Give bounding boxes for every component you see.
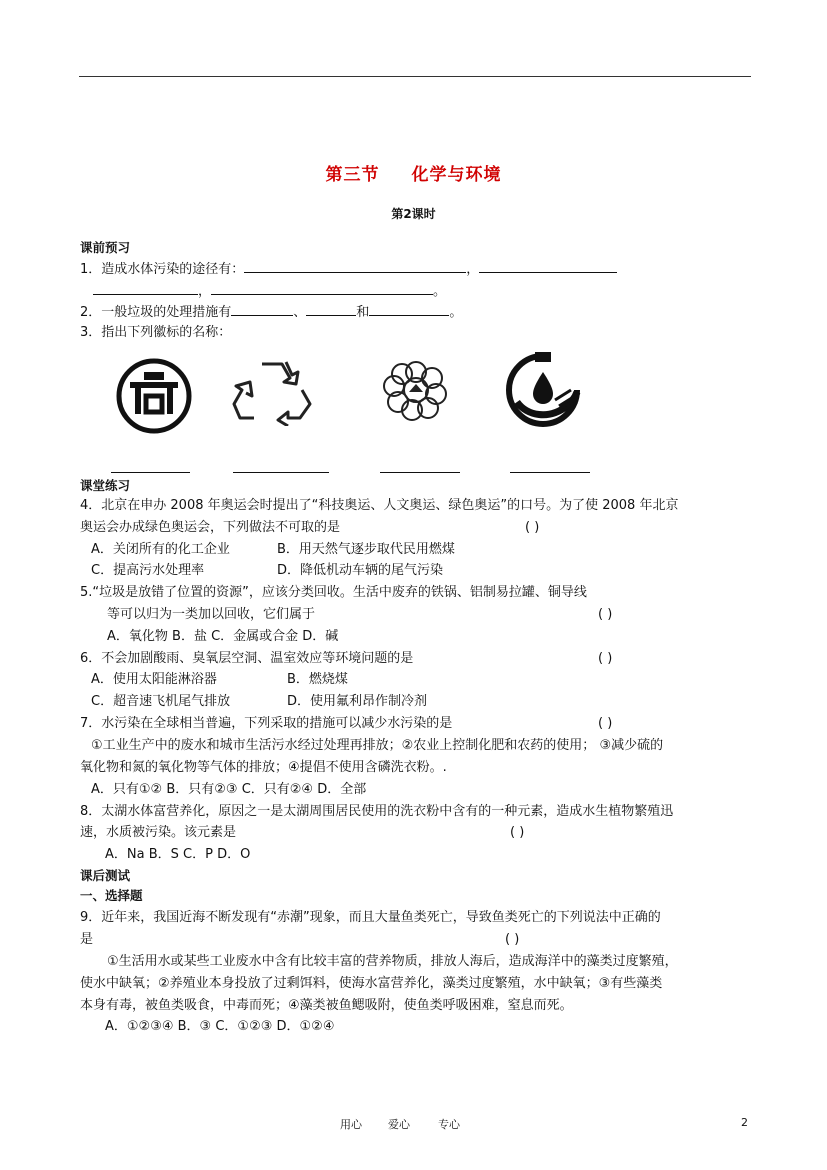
answer-paren[interactable]: ( ) [510,825,525,840]
question-1-line-1: 1．造成水体污染的途径有： ， [80,258,617,280]
option-c: C．超音速飞机尾气排放 [91,694,231,709]
question-3: 3．指出下列徽标的名称： [80,325,232,340]
question-9-line-2: 是 [80,932,94,947]
question-8-line-2: 速，水质被污染。该元素是 [80,825,237,840]
question-9-options: A．①②③④ B．③ C．①②③ D．①②④ [105,1019,335,1034]
question-7-line-3: 氧化物和氮的氧化物等气体的排放；④提倡不使用含磷洗衣粉。. [80,760,447,775]
question-9-line-5: 本身有毒，被鱼类吸食，中毒而死；④藻类被鱼鳃吸附，使鱼类呼吸困难，窒息而死。 [80,998,573,1013]
header-rule [79,76,751,77]
section-choice-heading: 一、选择题 [80,888,143,903]
question-2: 2．一般垃圾的处理措施有 、 和 。 [80,301,462,323]
question-8-options: A．Na B．S C．P D．O [105,847,251,862]
option-d: D．降低机动车辆的尾气污染 [277,563,444,578]
question-9-line-4: 使水中缺氧；②养殖业本身投放了过剩饵料，使海水富营养化，藻类过度繁殖，水中缺氧；③有些藻类 [80,976,663,991]
option-a: A．使用太阳能淋浴器 [91,672,217,687]
environmental-label-logo [376,350,456,434]
title-topic: 化学与环境 [411,165,502,185]
option-a: A．关闭所有的化工企业 [91,542,230,557]
footer-motto-1: 用心 [340,1118,362,1131]
answer-paren[interactable]: ( ) [598,651,613,666]
question-8-line-1: 8．太湖水体富营养化，原因之一是太湖周围居民使用的洗衣粉中含有的一种元素，造成水生植物繁殖迅 [80,804,674,819]
answer-blank[interactable] [479,258,617,273]
logo-3-answer-blank[interactable] [380,472,460,473]
page-title [0,160,827,185]
answer-paren[interactable]: ( ) [505,932,520,947]
question-9-line-3: ①生活用水或某些工业废水中含有比较丰富的营养物质，排放人海后，造成海洋中的藻类过度繁殖， [107,954,678,969]
question-4-line-1: 4．北京在申办 2008 年奥运会时提出了“科技奥运、人文奥运、绿色奥运”的口号。为了使 2008 年北京 [80,498,679,513]
question-7-options: A．只有①② B．只有②③ C．只有②④ D．全部 [91,782,367,797]
answer-paren[interactable]: ( ) [598,607,613,622]
option-b: B．用天然气逐步取代民用燃煤 [277,542,455,557]
lesson-subtitle: 第2课时 [391,207,436,221]
logo-4-answer-blank[interactable] [510,472,590,473]
page-number: 2 [741,1116,748,1129]
water-saving-logo [505,350,581,434]
after-class-heading: 课后测试 [80,868,131,883]
option-b: B．燃烧煤 [287,672,348,687]
footer-motto-2: 爱心 [388,1118,410,1131]
title-section: 第三节 [325,165,380,185]
question-9-line-1: 9．近年来，我国近海不断发现有“赤潮”现象，而且大量鱼类死亡，导致鱼类死亡的下列说法中正确的 [80,910,661,925]
recycle-symbol-icon [232,356,312,430]
question-7-line-2: ①工业生产中的废水和城市生活污水经过处理再排放；②农业上控制化肥和农药的使用； ③减少硫的 [91,738,664,753]
question-7-line-1: 7．水污染在全球相当普遍，下列采取的措施可以减少水污染的是 [80,716,453,731]
question-5-line-2: 等可以归为一类加以回收，它们属于 [107,607,316,622]
class-practice-heading: 课堂练习 [80,478,131,493]
logo-2-answer-blank[interactable] [233,472,329,473]
answer-blank[interactable] [244,258,466,273]
answer-blank[interactable] [211,280,433,295]
question-6-line-1: 6．不会加剧酸雨、臭氧层空洞、温室效应等环境问题的是 [80,651,414,666]
answer-paren[interactable]: ( ) [525,520,540,535]
answer-blank[interactable] [306,301,356,316]
answer-blank[interactable] [93,280,198,295]
logo-1-answer-blank[interactable] [111,472,190,473]
question-4-line-2: 奥运会办成绿色奥运会，下列做法不可取的是 [80,520,341,535]
option-c: C．提高污水处理率 [91,563,205,578]
question-5-line-1: 5.“垃圾是放错了位置的资源”，应该分类回收。生活中废弃的铁锅、铝制易拉罐、铜导线 [80,585,587,600]
footer-motto-3: 专心 [438,1118,460,1131]
energy-saving-logo [114,356,194,440]
question-5-options: A．氧化物 B．盐 C．金属或合金 D．碱 [107,629,339,644]
option-d: D．使用氟利昂作制冷剂 [287,694,428,709]
answer-paren[interactable]: ( ) [598,716,613,731]
answer-blank[interactable] [231,301,293,316]
pre-study-heading: 课前预习 [80,240,131,255]
question-1-line-2: ， 。 [93,280,446,302]
answer-blank[interactable] [369,301,449,316]
